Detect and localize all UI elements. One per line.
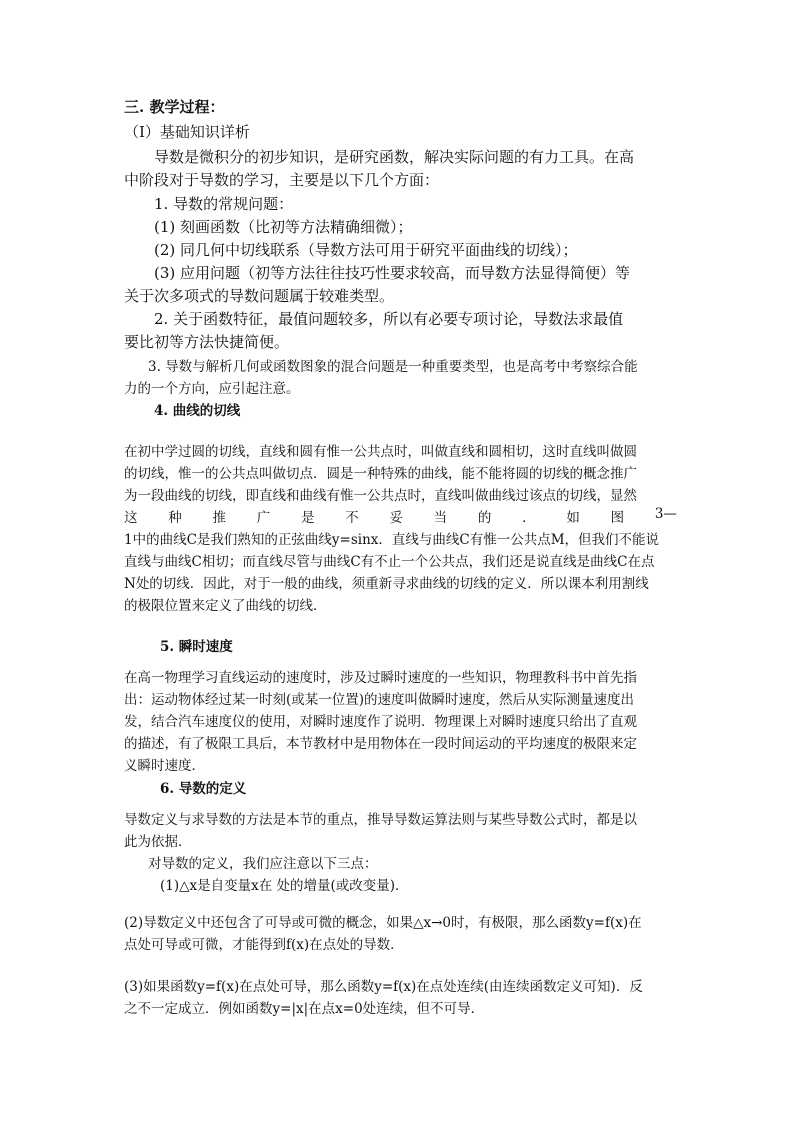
intro-line-1: 导数是微积分的初步知识，是研究函数，解决实际问题的有力工具。在高 [154,148,635,166]
sec4-line-6: 直线与曲线C相切；而直线尽管与曲线C有不止一个公共点，我们还是说直线是曲线C在点 [124,554,655,570]
justified-char: 推 [212,510,226,526]
justified-char: 当 [433,510,448,526]
justified-char: 是 [300,510,315,526]
sec4-line-7: N处的切线．因此，对于一般的曲线，须重新寻求曲线的切线的定义．所以课本利用割线 [124,576,649,592]
sec5-title: 5. 瞬时速度 [160,639,233,655]
section-title: 三. 教学过程： [124,98,225,116]
sec5-line-3: 发，结合汽车速度仪的使用，对瞬时速度作了说明．物理课上对瞬时速度只给出了直观 [124,714,637,730]
item1-title: 1. 导数的常规问题： [154,195,294,213]
item1-point-2: (2) 同几何中切线联系（导数方法可用于研究平面曲线的切线）； [154,241,578,259]
justified-char: 种 [168,510,182,526]
justified-char: 妥 [389,510,403,526]
sec6-point-3-line-1: (3)如果函数y=f(x)在点处可导，那么函数y=f(x)在点处连续(由连续函数定义可知)．反 [124,979,643,995]
sec5-line-1: 在高一物理学习直线运动的速度时，涉及过瞬时速度的一些知识，物理教科书中首先指 [124,670,637,686]
sec6-point-3-line-2: 之不一定成立．例如函数y=|x|在点x=0处连续，但不可导． [124,1001,485,1017]
sec5-line-5: 义瞬时速度． [124,758,205,774]
sec4-line-5: 1中的曲线C是我们熟知的正弦曲线y=sinx．直线与曲线C有惟一公共点M，但我们不能说 [124,532,660,548]
sec5-line-4: 的描述，有了极限工具后，本节教材中是用物体在一段时间运动的平均速度的极限来定 [124,736,637,752]
justified-char: 如 [566,510,580,526]
item3-line-1: 3. 导数与解析几何或函数图象的混合问题是一种重要类型，也是高考中考察综合能 [148,359,638,375]
subsection-title: （Ⅰ）基础知识详析 [124,123,250,141]
sec4-line-8: 的极限位置来定义了曲线的切线． [124,598,327,614]
sec4-justified-line [124,506,677,526]
item3-line-2: 力的一个方向，应引起注意。 [124,381,300,397]
sec6-point-1: (1)△x是自变量x在 处的增量(或改变量)． [160,878,409,894]
intro-line-2: 中阶段对于导数的学习，主要是以下几个方面： [124,171,440,189]
sec4-line-2: 的切线，惟一的公共点叫做切点．圆是一种特殊的曲线，能不能将圆的切线的概念推广 [124,466,637,482]
justified-char: 图 [610,510,625,526]
justified-char: 不 [345,510,359,526]
item2-line-1: 2. 关于函数特征，最值问题较多，所以有必要专项讨论，导数法求最值 [154,310,624,328]
justified-char: 这 [124,510,138,526]
item1-point-1: (1) 刻画函数（比初等方法精确细微）； [154,218,413,236]
item1-point-3-line-2: 关于次多项式的导数问题属于较难类型。 [124,287,395,305]
item2-line-2: 要比初等方法快捷简便。 [124,333,290,351]
justified-char: ． [522,510,536,526]
sec6-title: 6. 导数的定义 [160,781,247,797]
justified-char: 广 [256,510,271,526]
sec6-point-2-line-1: (2)导数定义中还包含了可导或可微的概念，如果△x→0时，有极限，那么函数y=f(x)在 [124,915,642,931]
sec6-line-2: 此为依据． [124,834,192,850]
sec4-title: 4. 曲线的切线 [154,403,241,419]
sec5-line-2: 出：运动物体经过某一时刻(或某一位置)的速度叫做瞬时速度，然后从实际测量速度出 [124,692,635,708]
sec6-line-1: 导数定义与求导数的方法是本节的重点，推导导数运算法则与某些导数公式时，都是以 [124,812,637,828]
sec6-point-2-line-2: 点处可导或可微，才能得到f(x)在点处的导数． [124,937,404,953]
justified-char: 的 [477,510,492,526]
sec4-line-3: 为一段曲线的切线，即直线和曲线有惟一公共点时，直线叫做曲线过该点的切线，显然 [124,488,637,504]
item1-point-3-line-1: (3) 应用问题（初等方法往往技巧性要求较高，而导数方法显得简便）等 [154,264,631,282]
sec6-note: 对导数的定义，我们应注意以下三点： [148,856,378,872]
justified-char: 3— [654,506,677,522]
sec4-line-1: 在初中学过圆的切线，直线和圆有惟一公共点时，叫做直线和圆相切，这时直线叫做圆 [124,444,637,460]
